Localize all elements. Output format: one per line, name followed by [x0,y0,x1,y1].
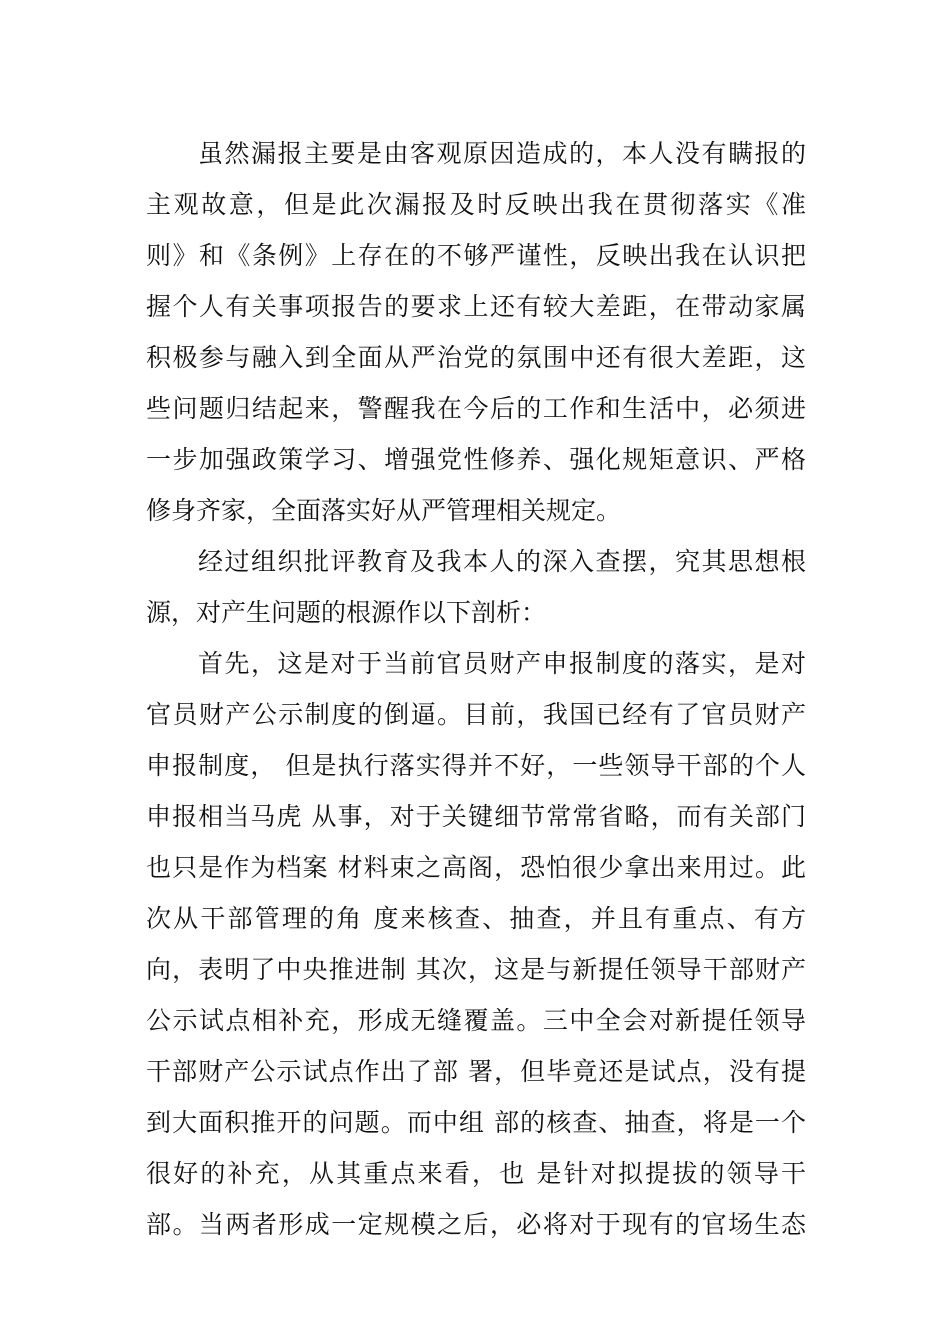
paragraph-2-line-1: 经过组织批评教育及我本人的深入查摆，究其思想根 [198,547,806,576]
paragraph-3-line-12: 部。当两者形成一定规模之后，必将对于现有的官场生态 [146,1210,806,1239]
paragraph-1-line-5: 积极参与融入到全面从严治党的氛围中还有很大差距，这 [146,343,806,372]
paragraph-3-line-4: 申报相当马虎 从事，对于关键细节常常省略，而有关部门 [146,802,806,831]
paragraph-1-line-2: 主观故意，但是此次漏报及时反映出我在贯彻落实《准 [146,190,806,219]
paragraph-1-line-1: 虽然漏报主要是由客观原因造成的，本人没有瞒报的 [198,139,806,168]
paragraph-3-line-11: 很好的补充，从其重点来看，也 是针对拟提拔的领导干 [146,1159,806,1188]
paragraph-2-line-2: 源，对产生问题的根源作以下剖析： [146,598,547,627]
paragraph-3-line-10: 到大面积推开的问题。而中组 部的核查、抽查，将是一个 [146,1108,806,1137]
paragraph-3-line-8: 公示试点相补充，形成无缝覆盖。三中全会对新提任领导 [146,1006,806,1035]
paragraph-3-line-5: 也只是作为档案 材料束之高阁，恐怕很少拿出来用过。此 [146,853,806,882]
paragraph-1-line-4: 握个人有关事项报告的要求上还有较大差距，在带动家属 [146,292,806,321]
paragraph-1-line-6: 些问题归结起来，警醒我在今后的工作和生活中，必须进 [146,394,806,423]
paragraph-3-line-2: 官员财产公示制度的倒逼。目前，我国已经有了官员财产 [146,700,806,729]
paragraph-3-line-3: 申报制度， 但是执行落实得并不好，一些领导干部的个人 [146,751,806,780]
paragraph-1-line-3: 则》和《条例》上存在的不够严谨性，反映出我在认识把 [146,241,806,270]
paragraph-1-line-7: 一步加强政策学习、增强党性修养、强化规矩意识、严格 [146,445,806,474]
document-body [146,128,806,1250]
paragraph-3-line-1: 首先，这是对于当前官员财产申报制度的落实，是对 [198,649,806,678]
paragraph-3-line-6: 次从干部管理的角 度来核查、抽查，并且有重点、有方 [146,904,806,933]
paragraph-3-line-7: 向，表明了中央推进制 其次，这是与新提任领导干部财产 [146,955,806,984]
paragraph-3-line-9: 干部财产公示试点作出了部 署，但毕竟还是试点，没有提 [146,1057,806,1086]
paragraph-1-line-8: 修身齐家，全面落实好从严管理相关规定。 [146,496,622,525]
